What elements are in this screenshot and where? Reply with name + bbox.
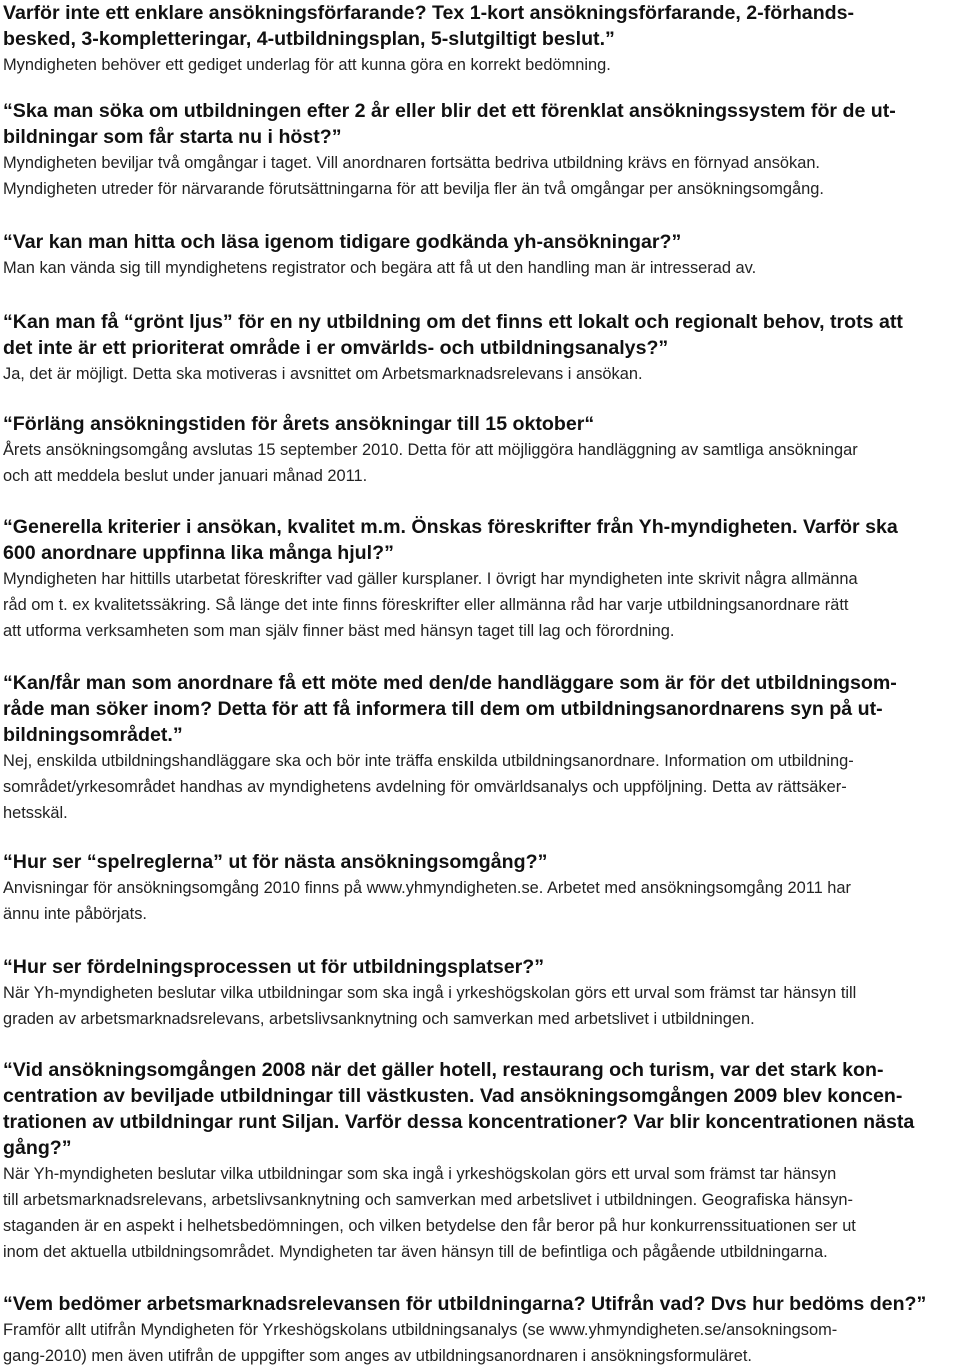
faq-item — [3, 849, 851, 927]
faq-question-line: “Ska man söka om utbildningen efter 2 år eller blir det ett förenklat ansökningssystem för de ut- — [3, 100, 896, 122]
faq-answer-line: graden av arbetsmarknadsrelevans, arbetslivsanknytning och samverkan med arbetslivet i utbildningen. — [3, 1010, 755, 1028]
faq-question-line: “Vid ansökningsomgången 2008 när det gäller hotell, restaurang och turism, var det stark kon- — [3, 1059, 884, 1081]
faq-answer — [3, 1317, 926, 1369]
faq-answer — [3, 255, 756, 281]
faq-question — [3, 1291, 926, 1317]
faq-question-line: “Vem bedömer arbetsmarknadsrelevansen för utbildningarna? Utifrån vad? Dvs hur bedöms den?” — [3, 1293, 927, 1315]
faq-item — [3, 514, 898, 644]
faq-question — [3, 849, 851, 875]
faq-question — [3, 670, 897, 748]
faq-answer-line: gang-2010) men även utifrån de uppgifter som anges av utbildningsanordnaren i ansökningsformuläret. — [3, 1347, 752, 1365]
faq-answer — [3, 437, 858, 489]
faq-answer-line: Myndigheten utreder för närvarande förutsättningarna för att bevilja fler än två omgångar per ansökningsomgång. — [3, 180, 824, 198]
faq-answer-line: Nej, enskilda utbildningshandläggare ska och bör inte träffa enskilda utbildningsanordnare. Information om utbildning- — [3, 752, 854, 770]
faq-answer-line: ännu inte påbörjats. — [3, 905, 147, 923]
faq-item — [3, 98, 896, 202]
faq-question-line: råde man söker inom? Detta för att få informera till dem om utbildningsanordnarens syn på ut- — [3, 698, 883, 720]
faq-question-line: Varför inte ett enklare ansökningsförfarande? Tex 1-kort ansökningsförfarande, 2-förhands- — [3, 2, 855, 24]
faq-question-line: gång?” — [3, 1137, 72, 1159]
faq-question-line: “Var kan man hitta och läsa igenom tidigare godkända yh-ansökningar?” — [3, 231, 682, 253]
faq-answer-line: inom det aktuella utbildningsområdet. Myndigheten tar även hänsyn till de befintliga och pågående utbildningarna. — [3, 1243, 828, 1261]
faq-item — [3, 1057, 914, 1265]
faq-answer-line: När Yh-myndigheten beslutar vilka utbildningar som ska ingå i yrkeshögskolan görs ett urval som främst tar hänsyn till — [3, 984, 857, 1002]
faq-answer-line: hetsskäl. — [3, 804, 68, 822]
faq-item — [3, 0, 854, 78]
faq-answer-line: till arbetsmarknadsrelevans, arbetslivsanknytning och samverkan med arbetslivet i utbildningen. Geografiska hänsyn- — [3, 1191, 854, 1209]
faq-answer-line: Myndigheten behöver ett gediget underlag för att kunna göra en korrekt bedömning. — [3, 56, 611, 74]
faq-item — [3, 670, 897, 826]
faq-question — [3, 98, 896, 150]
faq-answer-line: staganden är en aspekt i helhetsbedömningen, och vilken betydelse den får beror på hur konkurrenssituationen ser ut — [3, 1217, 856, 1235]
faq-item — [3, 229, 756, 281]
faq-answer — [3, 748, 897, 826]
faq-answer-line: Årets ansökningsomgång avslutas 15 september 2010. Detta för att möjliggöra handläggning av samtliga ansökningar — [3, 441, 858, 459]
faq-answer — [3, 150, 896, 202]
faq-question-line: “Förläng ansökningstiden för årets ansökningar till 15 oktober“ — [3, 413, 595, 435]
faq-question-line: bildningar som får starta nu i höst?” — [3, 126, 342, 148]
faq-question — [3, 0, 854, 52]
faq-answer-line: att utforma verksamheten som man själv finner bäst med hänsyn taget till lag och förordning. — [3, 622, 675, 640]
faq-question-line: “Generella kriterier i ansökan, kvalitet m.m. Önskas föreskrifter från Yh-myndigheten. Varför ska — [3, 516, 898, 538]
faq-answer — [3, 1161, 914, 1265]
faq-answer-line: Man kan vända sig till myndighetens registrator och begära att få ut den handling man är intresserad av. — [3, 259, 757, 277]
faq-question — [3, 411, 858, 437]
faq-answer-line: och att meddela beslut under januari månad 2011. — [3, 467, 368, 485]
faq-question-line: “Kan man få “grönt ljus” för en ny utbildning om det finns ett lokalt och regionalt behov, trots att — [3, 311, 903, 333]
faq-question-line: trationen av utbildningar runt Siljan. Varför dessa koncentrationer? Var blir koncentrationen nästa — [3, 1111, 915, 1133]
faq-question-line: “Hur ser fördelningsprocessen ut för utbildningsplatser?” — [3, 956, 545, 978]
faq-question-line: det inte är ett prioriterat område i er omvärlds- och utbildningsanalys?” — [3, 337, 669, 359]
faq-answer-line: Framför allt utifrån Myndigheten för Yrkeshögskolans utbildningsanalys (se www.yhmyndigheten.se/ansokningsom- — [3, 1321, 838, 1339]
faq-question — [3, 954, 856, 980]
faq-question — [3, 514, 898, 566]
faq-answer-line: råd om t. ex kvalitetssäkring. Så länge det inte finns föreskrifter eller allmänna råd har varje utbildningsanordnare rätt — [3, 596, 849, 614]
faq-question-line: “Kan/får man som anordnare få ett möte med den/de handläggare som är för det utbildningsom- — [3, 672, 897, 694]
faq-answer — [3, 361, 903, 387]
faq-answer-line: Anvisningar för ansökningsomgång 2010 finns på www.yhmyndigheten.se. Arbetet med ansökningsomgång 2011 har — [3, 879, 851, 897]
faq-answer — [3, 566, 898, 644]
faq-answer — [3, 52, 854, 78]
faq-answer — [3, 980, 856, 1032]
faq-answer-line: sområdet/yrkesområdet handhas av myndighetens avdelning för omvärldsanalys och uppföljning. Detta av rättsäker- — [3, 778, 847, 796]
faq-question-line: 600 anordnare uppfinna lika många hjul?” — [3, 542, 394, 564]
faq-question — [3, 309, 903, 361]
faq-answer — [3, 875, 851, 927]
faq-question-line: “Hur ser “spelreglerna” ut för nästa ansökningsomgång?” — [3, 851, 548, 873]
faq-answer-line: Ja, det är möjligt. Detta ska motiveras i avsnittet om Arbetsmarknadsrelevans i ansökan. — [3, 365, 643, 383]
faq-item — [3, 309, 903, 387]
faq-item — [3, 411, 858, 489]
faq-answer-line: Myndigheten beviljar två omgångar i taget. Vill anordnaren fortsätta bedriva utbildning krävs en förnyad ansökan. — [3, 154, 820, 172]
faq-item — [3, 1291, 926, 1369]
faq-question — [3, 1057, 914, 1161]
faq-question-line: bildningsområdet.” — [3, 724, 183, 746]
faq-answer-line: När Yh-myndigheten beslutar vilka utbildningar som ska ingå i yrkeshögskolan görs ett urval som främst tar hänsyn — [3, 1165, 837, 1183]
faq-question-line: besked, 3-kompletteringar, 4-utbildningsplan, 5-slutgiltigt beslut.” — [3, 28, 615, 50]
faq-item — [3, 954, 856, 1032]
faq-question — [3, 229, 756, 255]
faq-question-line: centration av beviljade utbildningar till västkusten. Vad ansökningsomgången 2009 blev koncen- — [3, 1085, 903, 1107]
faq-answer-line: Myndigheten har hittills utarbetat föreskrifter vad gäller kursplaner. I övrigt har myndigheten inte skrivit några allmänna — [3, 570, 858, 588]
